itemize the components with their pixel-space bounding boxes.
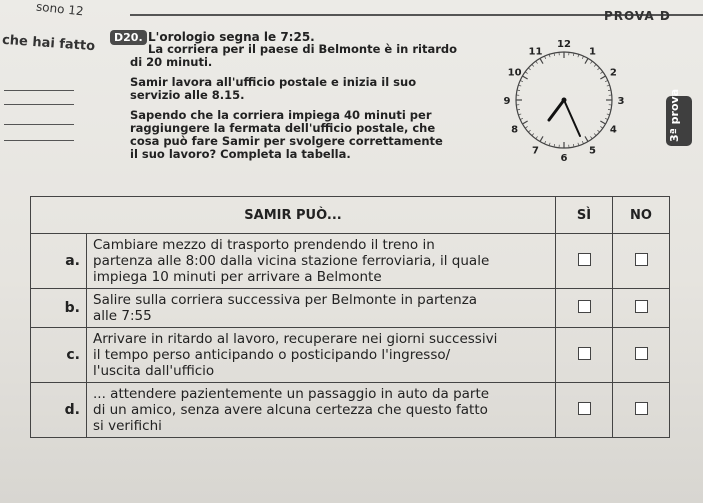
yes-cell: [556, 234, 613, 289]
clock-tick: [605, 80, 608, 81]
yes-checkbox[interactable]: [578, 253, 591, 266]
clock-tick: [585, 136, 588, 141]
no-cell: [613, 328, 670, 383]
row-line: di un amico, senza avere alcuna certezza che questo fatto: [93, 402, 488, 418]
table-row: [31, 289, 670, 328]
clock-number: 5: [589, 145, 596, 157]
yes-cell: [556, 383, 613, 438]
row-line: Salire sulla corriera successiva per Belmonte in partenza: [93, 292, 478, 308]
row-line: partenza alle 8:00 dalla vicina stazione ferroviaria, il quale: [93, 253, 490, 269]
clock-tick: [597, 68, 599, 70]
top-fragment-text: sono 12: [35, 0, 85, 19]
row-letter: a.: [31, 234, 87, 289]
row-line: Arrivare in ritardo al lavoro, recuperare nei giorni successivi: [93, 331, 498, 347]
no-checkbox[interactable]: [635, 300, 648, 313]
clock-number: 9: [503, 96, 511, 107]
clock-tick: [528, 130, 530, 132]
clock-number: 2: [609, 67, 617, 79]
no-cell: [613, 234, 670, 289]
table-header-yes: SÌ: [556, 197, 613, 234]
clock-tick: [540, 136, 543, 141]
question-line: di 20 minuti.: [130, 55, 213, 69]
clock-tick: [600, 126, 602, 128]
row-line: ... attendere pazientemente un passaggio in auto da parte: [93, 386, 490, 402]
clock-number: 4: [609, 124, 617, 136]
clock-number: 11: [528, 46, 543, 58]
clock-tick: [600, 72, 602, 74]
clock-tick: [536, 61, 538, 63]
question-line: Sapendo che la corriera impiega 40 minuti per: [130, 108, 432, 122]
clock-tick: [594, 64, 596, 66]
row-line: impiega 10 minuti per arrivare a Belmonte: [93, 269, 382, 285]
clock-tick: [600, 121, 605, 124]
answer-table: [30, 196, 670, 438]
yes-checkbox[interactable]: [578, 347, 591, 360]
clock-tick: [600, 76, 605, 79]
clock-tick: [544, 141, 545, 144]
yes-cell: [556, 289, 613, 328]
clock-tick: [536, 136, 538, 138]
clock-number: 10: [507, 67, 522, 79]
table-header-row: [31, 197, 670, 234]
left-answer-line: [4, 124, 74, 125]
question-line: raggiungere la fermata dell'ufficio postale, che: [130, 121, 436, 135]
question-line: cosa può fare Samir per svolgere correttamente: [130, 134, 443, 148]
row-letter: d.: [31, 383, 87, 438]
side-tab-label: 3ª prova: [668, 88, 681, 142]
clock-tick: [520, 80, 523, 81]
clock-tick: [549, 143, 550, 146]
row-line: il tempo perso anticipando o posticipando l'ingresso/: [93, 347, 451, 363]
clock-tick: [518, 114, 521, 115]
left-answer-line: [4, 140, 74, 141]
clock-tick: [578, 143, 579, 146]
clock-tick: [544, 56, 545, 59]
left-margin-fragment: che hai fatto: [1, 32, 96, 55]
clock-tick: [590, 136, 592, 138]
clock-tick: [594, 133, 596, 135]
left-answer-line: [4, 90, 74, 91]
clock-number: 8: [511, 124, 519, 136]
row-description: [87, 234, 556, 289]
clock-tick: [520, 118, 523, 119]
row-description: [87, 383, 556, 438]
clock-tick: [597, 130, 599, 132]
question-line: servizio alle 8.15.: [130, 88, 245, 102]
clock-number: 1: [589, 46, 596, 58]
clock-hour-hand: [549, 100, 564, 120]
clock-tick: [607, 85, 610, 86]
clock-tick: [540, 58, 543, 63]
yes-checkbox[interactable]: [578, 402, 591, 415]
no-checkbox[interactable]: [635, 347, 648, 360]
clock-tick: [522, 76, 527, 79]
yes-checkbox[interactable]: [578, 300, 591, 313]
row-letter: c.: [31, 328, 87, 383]
question-line: il suo lavoro? Completa la tabella.: [130, 147, 351, 161]
question-line: La corriera per il paese di Belmonte è in ritardo: [148, 42, 458, 56]
no-cell: [613, 383, 670, 438]
row-description: [87, 289, 556, 328]
clock-number: 7: [532, 145, 539, 157]
clock-number: 6: [560, 153, 568, 164]
clock-number: 3: [617, 96, 625, 107]
table-row: [31, 234, 670, 289]
clock-tick: [607, 114, 610, 115]
yes-cell: [556, 328, 613, 383]
left-answer-line: [4, 104, 74, 105]
table-row: [31, 328, 670, 383]
clock-tick: [522, 121, 527, 124]
table-row: [31, 383, 670, 438]
clock-tick: [525, 126, 527, 128]
clock-tick: [582, 56, 583, 59]
question-number-badge: D20.: [110, 30, 147, 45]
clock-tick: [590, 61, 592, 63]
clock-minute-hand: [564, 100, 580, 136]
clock-tick: [525, 72, 527, 74]
clock-tick: [528, 68, 530, 70]
row-letter: b.: [31, 289, 87, 328]
row-line: l'uscita dall'ufficio: [93, 363, 215, 379]
clock-tick: [582, 141, 583, 144]
clock-tick: [518, 85, 521, 86]
clock-tick: [605, 118, 608, 119]
clock-tick: [532, 64, 534, 66]
table-header-no: NO: [613, 197, 670, 234]
prova-label: PROVA D: [604, 9, 671, 23]
clock-icon: [494, 39, 634, 164]
table-header-main: SAMIR PUÒ...: [31, 197, 556, 234]
row-line: Cambiare mezzo di trasporto prendendo il treno in: [93, 237, 435, 253]
clock-tick: [585, 58, 588, 63]
no-cell: [613, 289, 670, 328]
no-checkbox[interactable]: [635, 402, 648, 415]
row-line: alle 7:55: [93, 308, 152, 324]
clock-center: [562, 98, 567, 103]
clock-tick: [532, 133, 534, 135]
row-line: si verifichi: [93, 418, 162, 434]
question-line: Samir lavora all'ufficio postale e inizia il suo: [130, 75, 417, 89]
row-description: [87, 328, 556, 383]
question-title: L'orologio segna le 7:25.: [148, 30, 315, 44]
no-checkbox[interactable]: [635, 253, 648, 266]
clock-tick: [549, 54, 550, 57]
clock-number: 12: [557, 39, 571, 50]
clock-tick: [578, 54, 579, 57]
